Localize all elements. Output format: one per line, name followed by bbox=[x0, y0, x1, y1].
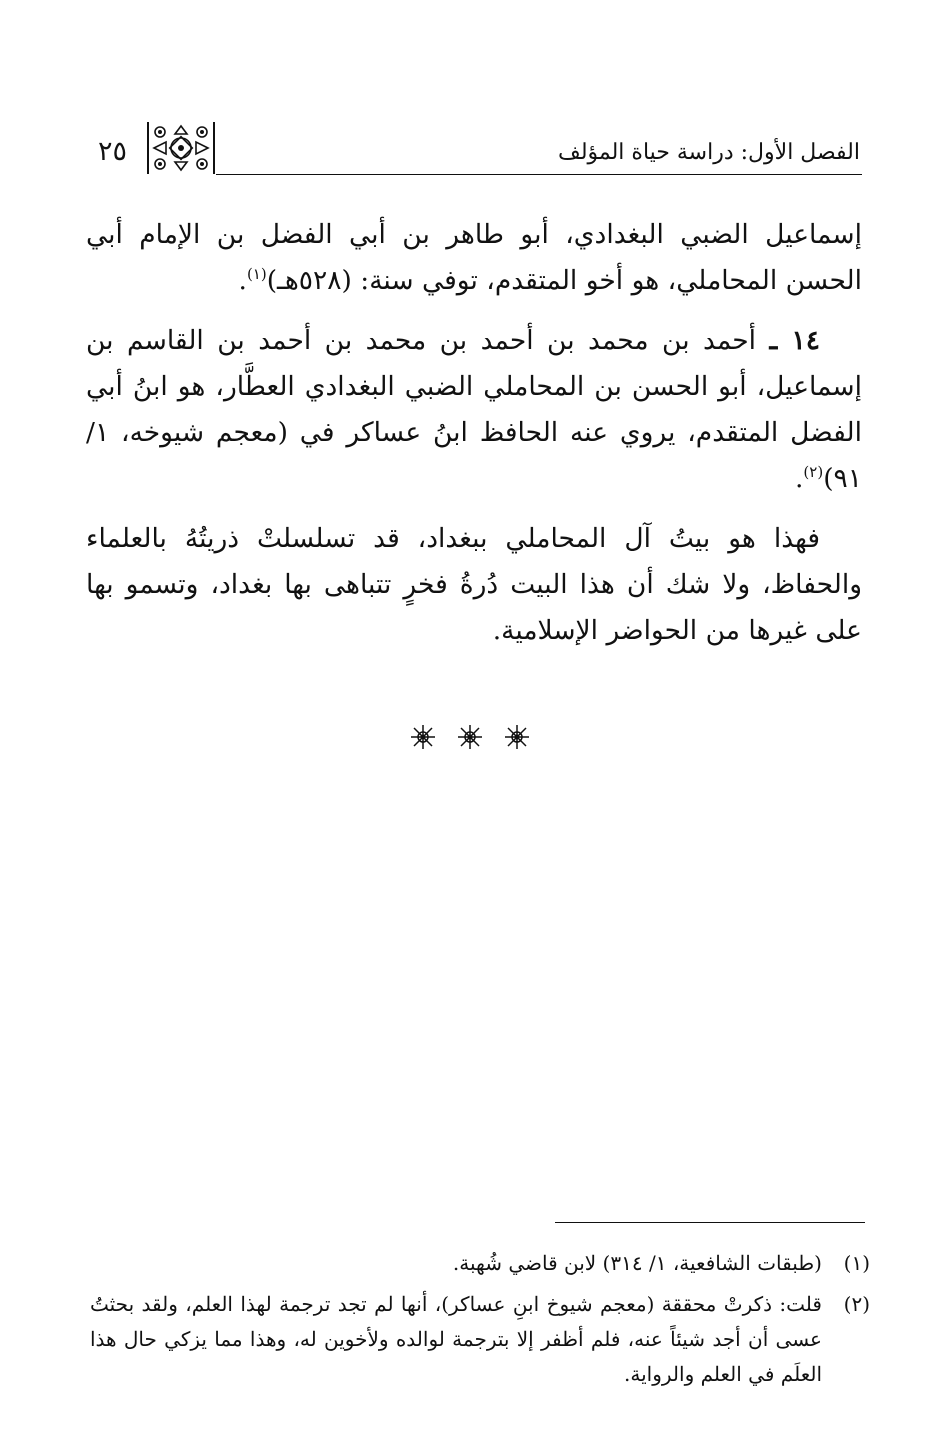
section-separator bbox=[0, 724, 940, 754]
footnotes bbox=[90, 1246, 870, 1398]
footnote-text: (طبقات الشافعية، ١/ ٣١٤) لابن قاضي شُهبة. bbox=[452, 1251, 822, 1275]
entry-number: ١٤ ـ bbox=[769, 325, 820, 356]
running-title: الفصل الأول: دراسة حياة المؤلف bbox=[558, 140, 860, 165]
footnote-ref-1: (١) bbox=[246, 265, 267, 284]
flower-ornament-icon bbox=[410, 724, 436, 750]
footnote-rule bbox=[555, 1222, 865, 1223]
page-header bbox=[0, 118, 940, 178]
flower-ornament-icon bbox=[457, 724, 483, 750]
paragraph-1-end: . bbox=[238, 265, 247, 296]
paragraph-1-text: إسماعيل الضبي البغدادي، أبو طاهر بن أبي الفضل بن الإمام أبي الحسن المحاملي، هو أخو المتقدم، توفي سنة: (٥٢٨هـ) bbox=[86, 219, 862, 296]
flower-ornament-icon bbox=[504, 724, 530, 750]
header-ornament-icon bbox=[146, 122, 216, 174]
footnote-2 bbox=[90, 1287, 870, 1392]
paragraph-1 bbox=[86, 212, 862, 304]
footnote-number: (٢) bbox=[843, 1292, 870, 1316]
footnote-text: قلت: ذكرتْ محققة (معجم شيوخ ابنِ عساكر)، أنها لم تجد ترجمة لهذا العلم، ولقد بحثتُ عسى أن أجد شيئاً عنه، فلم أظفر إلا بترجمة لوالده ولأخوين له، وهذا مما يزكي حال هذا العلَم في العلم والرواية. bbox=[90, 1292, 822, 1386]
paragraph-3: فهذا هو بيتُ آل المحاملي ببغداد، قد تسلسلتْ ذريتُهُ بالعلماء والحفاظ، ولا شك أن هذا البيت دُرةُ فخرٍ تتباهى بها بغداد، وتسمو بها على غيرها من الحواضر الإسلامية. bbox=[86, 523, 862, 646]
footnote-1 bbox=[90, 1246, 870, 1281]
paragraph-2 bbox=[86, 318, 862, 502]
main-text bbox=[86, 212, 862, 654]
paragraph-2-end: . bbox=[794, 463, 804, 494]
header-rule bbox=[216, 174, 862, 175]
page-number: ٢٥ bbox=[98, 136, 128, 167]
paragraph-2-text: أحمد بن محمد بن أحمد بن محمد بن أحمد بن القاسم بن إسماعيل، أبو الحسن بن المحاملي الضبي البغدادي العطَّار، هو ابنُ أبي الفضل المتقدم، يروي عنه الحافظ ابنُ عساكر في (معجم شيوخه، ١/ ٩١) bbox=[86, 325, 862, 494]
footnote-number: (١) bbox=[843, 1251, 870, 1275]
footnote-ref-2: (٢) bbox=[803, 463, 824, 482]
